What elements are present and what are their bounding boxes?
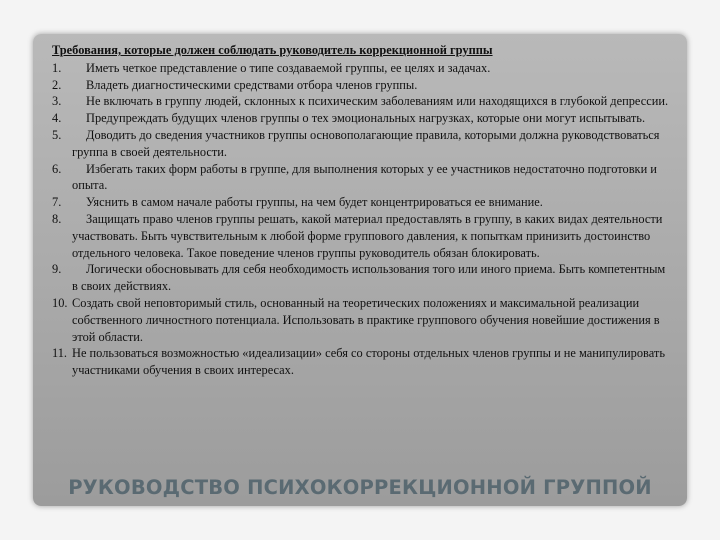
list-item-text: Логически обосновывать для себя необходимость использования того или иного приема. Быть компетентным в своих действиях.	[72, 262, 666, 294]
requirements-list	[52, 60, 672, 379]
list-item-number: 4.	[52, 111, 62, 126]
list-item-number: 2.	[52, 77, 62, 92]
list-item	[52, 110, 672, 127]
list-item	[52, 60, 672, 77]
list-item-number: 9.	[52, 262, 62, 277]
list-item-text: Защищать право членов группы решать, какой материал предоставлять в группу, в каких видах деятельности участвовать. Быть чувствительным к любой форме группового давления, к попыткам принизить достоинство отдельного человека. Такое поведение членов группы руководитель обязан блокировать.	[72, 211, 663, 260]
list-item	[52, 127, 672, 161]
list-item-text: Не пользоваться возможностью «идеализации» себя со стороны отдельных членов группы и не манипулировать участниками обучения в своих интересах.	[72, 346, 665, 378]
list-item-number: 5.	[52, 127, 62, 142]
list-item-number: 8.	[52, 211, 62, 226]
list-item-number: 10.	[52, 295, 68, 310]
list-item	[52, 345, 672, 379]
list-item-number: 11.	[52, 346, 68, 361]
list-item-number: 1.	[52, 60, 62, 75]
list-item-text: Уяснить в самом начале работы группы, на чем будет концентрироваться ее внимание.	[86, 195, 543, 210]
list-item	[52, 194, 672, 211]
list-item-number: 7.	[52, 195, 62, 210]
list-item-text: Предупреждать будущих членов группы о тех эмоциональных нагрузках, которые они могут испытывать.	[86, 111, 646, 126]
list-item-text: Доводить до сведения участников группы основополагающие правила, которыми должна руководствоваться группа в своей деятельности.	[72, 127, 660, 159]
list-item	[52, 295, 672, 345]
requirements-heading: Требования, которые должен соблюдать руководитель коррекционной группы	[52, 43, 493, 57]
list-item-text: Иметь четкое представление о типе создаваемой группы, ее целях и задачах.	[86, 60, 491, 75]
list-item-text: Владеть диагностическими средствами отбора членов группы.	[86, 77, 418, 92]
list-item	[52, 161, 672, 195]
list-item-number: 6.	[52, 161, 62, 176]
slide-title: РУКОВОДСТВО ПСИХОКОРРЕКЦИОННОЙ ГРУППОЙ	[68, 476, 652, 499]
list-item-number: 3.	[52, 94, 62, 109]
list-item	[52, 77, 672, 94]
list-item-text: Создать свой неповторимый стиль, основанный на теоретических положениях и максимальной реализации собственного личностного потенциала. Использовать в практике группового обучения новейшие достижения в этой области.	[72, 295, 660, 344]
list-item	[52, 261, 672, 295]
list-item	[52, 211, 672, 261]
list-item	[52, 93, 672, 110]
list-item-text: Не включать в группу людей, склонных к психическим заболеваниям или находящихся в глубокой депрессии.	[86, 94, 669, 109]
list-item-text: Избегать таких форм работы в группе, для выполнения которых у ее участников недостаточно подготовки и опыта.	[72, 161, 657, 193]
requirements-text	[52, 42, 672, 379]
